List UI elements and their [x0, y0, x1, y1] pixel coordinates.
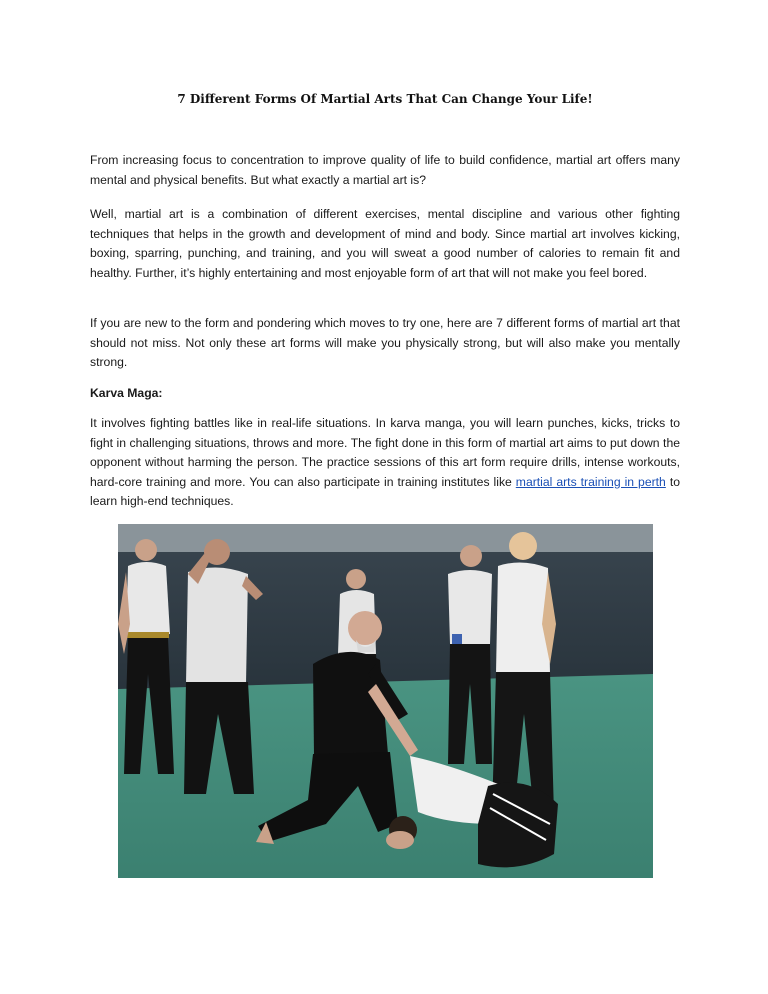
martial-arts-training-link[interactable]: martial arts training in perth	[515, 474, 666, 489]
photo-wall-top	[118, 524, 653, 552]
paragraph-karva-maga	[90, 414, 680, 512]
paragraph-forms-intro: If you are new to the form and pondering which moves to try one, here are 7 different forms of martial art that should not miss. Not only these art forms will make you physically strong, but will also make you mentally strong.	[90, 316, 680, 369]
paragraph-definition: Well, martial art is a combination of different exercises, mental discipline and various other fighting techniques that helps in the growth and development of mind and body. Since martial art involves kicking, boxing, sparring, punching, and training, and you will sweat a good number of calories to remain fit and healthy. Further, it’s highly entertaining and most enjoyable form of art that will not make you feel bored.	[90, 207, 680, 280]
paragraph-text-before-link: It involves fighting battles like in real-life situations. In karva manga, you will learn punches, kicks, tricks to fight in challenging situations, throws and more. The fight done in this form of martial art aims to put down the opponent without harming the person. The practice sessions of this art form require drills, intense workouts, hard-core training and more. You can also participate in training institutes like	[90, 416, 680, 489]
paragraph-intro: From increasing focus to concentration to improve quality of life to build confidence, martial art offers many mental and physical benefits. But what exactly a martial art is?	[90, 153, 680, 187]
photo-illustration	[118, 524, 653, 878]
paragraph-text-after-link: to learn high-end techniques.	[90, 474, 680, 508]
martial-arts-class-photo	[118, 524, 653, 878]
section-heading-karva-maga: Karva Maga:	[90, 386, 163, 400]
page-title: 7 Different Forms Of Martial Arts That Can Change Your Life!	[177, 92, 593, 106]
